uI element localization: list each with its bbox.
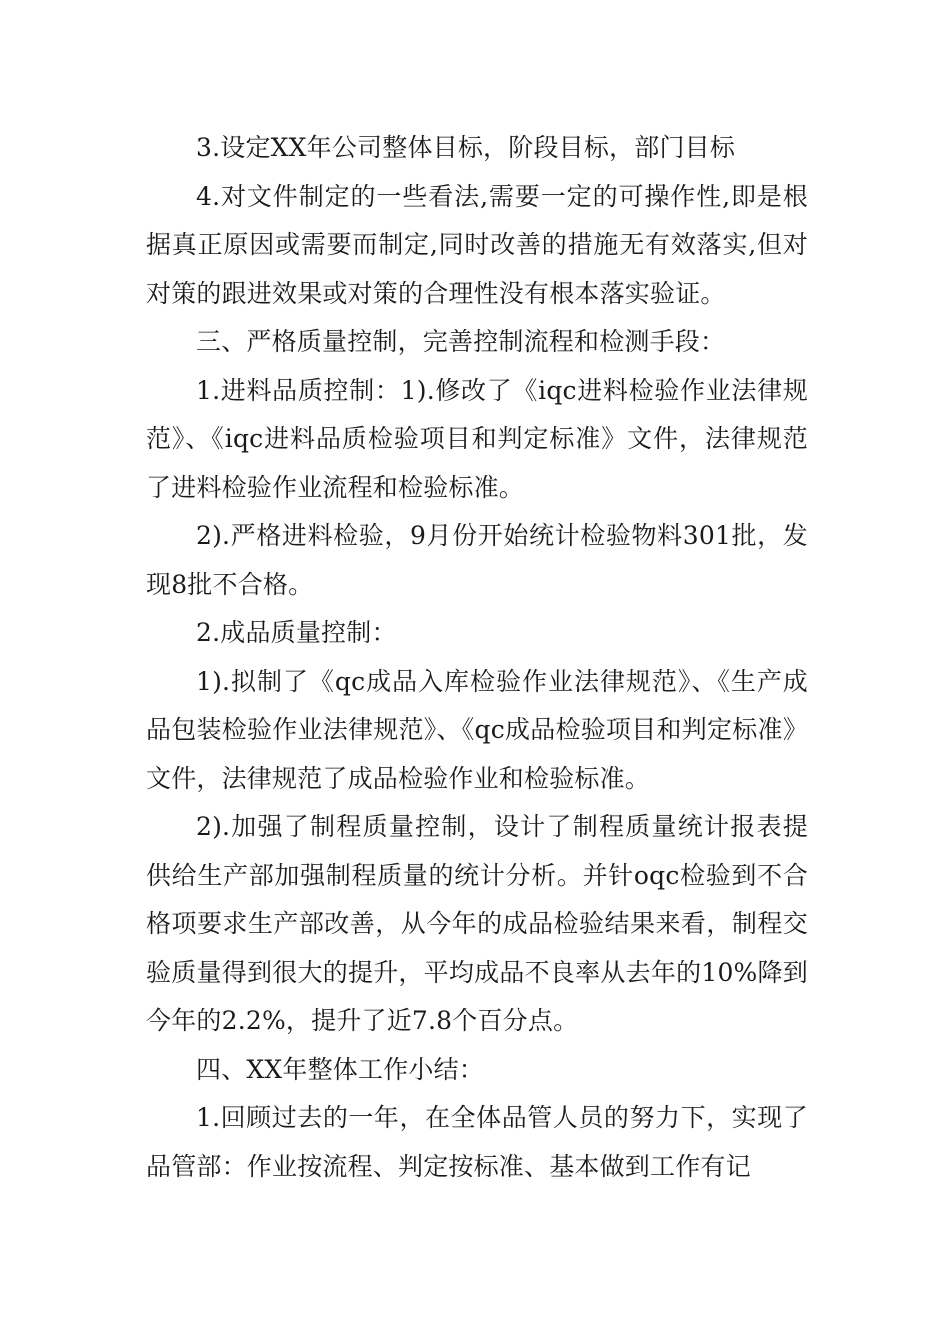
- paragraph-document-opinion: 4.对文件制定的一些看法,需要一定的可操作性,即是根据真正原因或需要而制定,同时改善的措施无有效落实,但对对策的跟进效果或对策的合理性没有根本落实验证。: [146, 181, 808, 308]
- paragraph-process-quality: 2).加强了制程质量控制，设计了制程质量统计报表提供给生产部加强制程质量的统计分析。并针oqc检验到不合格项要求生产部改善，从今年的成品检验结果来看，制程交验质量得到很大的提升，平均成品不良率从去年的10%降到今年的2.2%，提升了近7.8个百分点。: [146, 812, 808, 1035]
- paragraph-finished-quality-heading: 2.成品质量控制：: [196, 618, 397, 647]
- section-heading-quality-control: 三、严格质量控制，完善控制流程和检测手段：: [196, 327, 726, 356]
- paragraph-goals: 3.设定XX年公司整体目标，阶段目标，部门目标: [196, 133, 736, 162]
- paragraph-review: 1.回顾过去的一年，在全体品管人员的努力下，实现了品管部：作业按流程、判定按标准、基本做到工作有记: [146, 1103, 808, 1181]
- document-body: [146, 124, 808, 1191]
- paragraph-incoming-quality: 1.进料品质控制：1).修改了《iqc进料检验作业法律规范》、《iqc进料品质检验项目和判定标准》文件，法律规范了进料检验作业流程和检验标准。: [146, 375, 808, 502]
- paragraph-finished-standards: 1).拟制了《qc成品入库检验作业法律规范》、《生产成品包装检验作业法律规范》、《qc成品检验项目和判定标准》文件，法律规范了成品检验作业和检验标准。: [146, 666, 808, 793]
- section-heading-summary: 四、XX年整体工作小结：: [196, 1054, 484, 1084]
- paragraph-incoming-inspection: 2).严格进料检验，9月份开始统计检验物料301批，发现8批不合格。: [146, 521, 808, 599]
